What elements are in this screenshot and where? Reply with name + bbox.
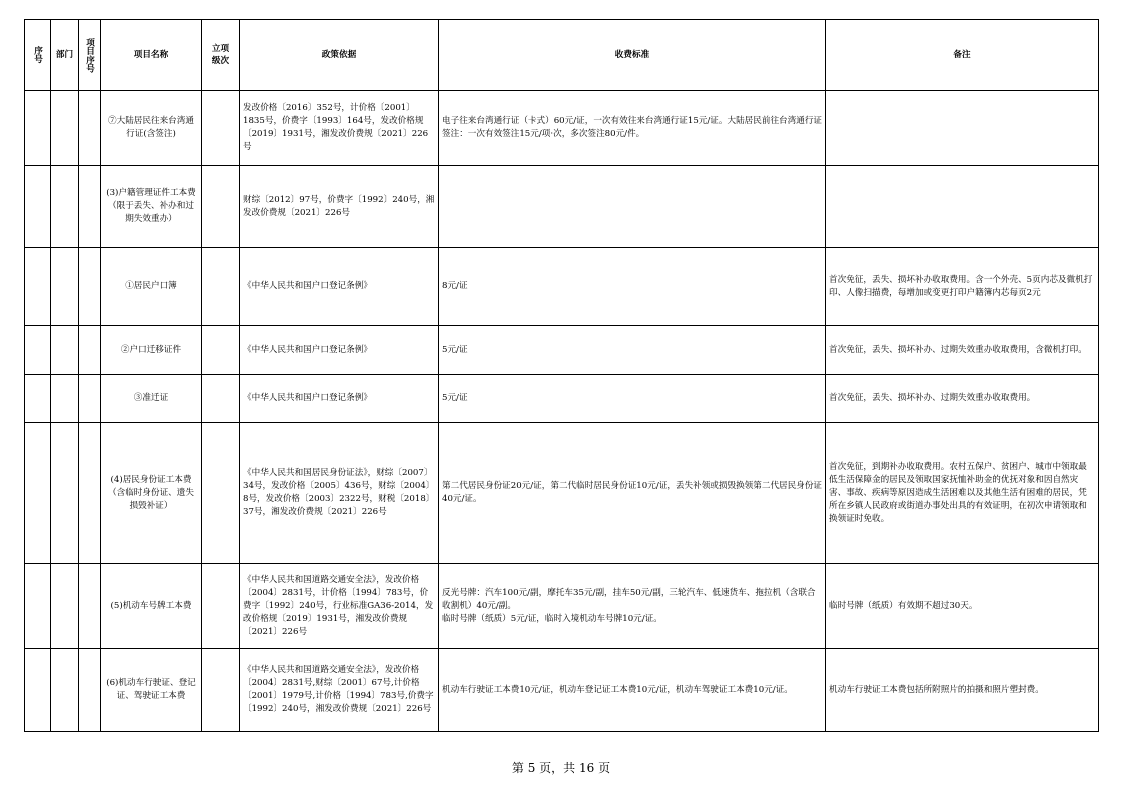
remark: 临时号牌（纸质）有效期不超过30天。 <box>826 564 1099 649</box>
remark: 机动车行驶证工本费包括所附照片的拍摄和照片塑封费。 <box>826 649 1099 732</box>
item-seq-cell <box>79 375 101 423</box>
level-cell <box>202 166 240 248</box>
policy-basis: 《中华人民共和国户口登记条例》 <box>240 326 439 375</box>
level-cell <box>202 375 240 423</box>
policy-basis: 《中华人民共和国户口登记条例》 <box>240 375 439 423</box>
level-cell <box>202 91 240 166</box>
dept-cell <box>51 326 79 375</box>
level-cell <box>202 564 240 649</box>
fee-standard: 5元/证 <box>439 326 826 375</box>
fee-standard: 5元/证 <box>439 375 826 423</box>
item-seq-cell <box>79 649 101 732</box>
dept-cell <box>51 166 79 248</box>
fee-standard: 8元/证 <box>439 248 826 326</box>
policy-basis: 《中华人民共和国户口登记条例》 <box>240 248 439 326</box>
remark: 首次免征，丢失、损坏补办收取费用。含一个外壳、5页内芯及微机打印、人像扫描费，每增加或变更打印户籍簿内芯每页2元 <box>826 248 1099 326</box>
remark <box>826 166 1099 248</box>
table-row <box>25 91 1099 166</box>
seq-cell <box>25 166 51 248</box>
project-name: ⑦大陆居民往来台湾通行证(含签注) <box>101 91 202 166</box>
item-seq-cell <box>79 326 101 375</box>
seq-cell <box>25 564 51 649</box>
project-name: ②户口迁移证件 <box>101 326 202 375</box>
dept-cell <box>51 649 79 732</box>
header-dept: 部门 <box>51 20 79 91</box>
remark <box>826 91 1099 166</box>
item-seq-cell <box>79 248 101 326</box>
item-seq-cell <box>79 166 101 248</box>
level-cell <box>202 649 240 732</box>
level-cell <box>202 248 240 326</box>
header-row <box>25 20 1099 91</box>
seq-cell <box>25 423 51 564</box>
table-row <box>25 326 1099 375</box>
table-row <box>25 248 1099 326</box>
fee-standard: 第二代居民身份证20元/证，第二代临时居民身份证10元/证，丢失补领或损毁换领第二代居民身份证40元/证。 <box>439 423 826 564</box>
project-name: (3)户籍管理证件工本费（限于丢失、补办和过期失效重办） <box>101 166 202 248</box>
project-name: ③准迁证 <box>101 375 202 423</box>
project-name: (4)居民身份证工本费（含临时身份证、遗失损毁补证） <box>101 423 202 564</box>
item-seq-cell <box>79 91 101 166</box>
remark: 首次免征，丢失、损坏补办、过期失效重办收取费用。 <box>826 375 1099 423</box>
policy-basis: 财综〔2012〕97号，价费字〔1992〕240号，湘发改价费规〔2021〕226号 <box>240 166 439 248</box>
table-row <box>25 649 1099 732</box>
header-fee: 收费标准 <box>439 20 826 91</box>
policy-basis: 《中华人民共和国居民身份证法》，财综〔2007〕34号，发改价格〔2005〕436号，财综〔2004〕8号，发改价格〔2003〕2322号，财税〔2018〕37号，湘发改价费规〔2021〕226号 <box>240 423 439 564</box>
table-row <box>25 423 1099 564</box>
policy-basis: 发改价格〔2016〕352号，计价格〔2001〕1835号，价费字〔1993〕164号，发改价格规〔2019〕1931号，湘发改价费规〔2021〕226号 <box>240 91 439 166</box>
header-seq: 序号 <box>25 20 51 91</box>
header-item-seq: 项目序号 <box>79 20 101 91</box>
seq-cell <box>25 326 51 375</box>
table-row <box>25 375 1099 423</box>
fee-standard: 电子往来台湾通行证（卡式）60元/证，一次有效往来台湾通行证15元/证。大陆居民前往台湾通行证签注：一次有效签注15元/项·次，多次签注80元/件。 <box>439 91 826 166</box>
table-row <box>25 564 1099 649</box>
level-cell <box>202 423 240 564</box>
project-name: ①居民户口簿 <box>101 248 202 326</box>
remark: 首次免征，到期补办收取费用。农村五保户、贫困户、城市中领取最低生活保障金的居民及领取国家抚恤补助金的优抚对象和因自然灾害、事故、疾病等原因造成生活困难以及其他生活有困难的居民，凭所在乡镇人民政府或街道办事处出具的有效证明，在初次申请领取和换领证时免收。 <box>826 423 1099 564</box>
seq-cell <box>25 248 51 326</box>
dept-cell <box>51 375 79 423</box>
seq-cell <box>25 375 51 423</box>
policy-basis: 《中华人民共和国道路交通安全法》，发改价格〔2004〕2831号,财综〔2001〕67号,计价格〔2001〕1979号,计价格〔1994〕783号,价费字〔1992〕240号，湘发改价费规〔2021〕226号 <box>240 649 439 732</box>
header-policy: 政策依据 <box>240 20 439 91</box>
project-name: (5)机动车号牌工本费 <box>101 564 202 649</box>
policy-basis: 《中华人民共和国道路交通安全法》，发改价格〔2004〕2831号，计价格〔1994〕783号，价费字〔1992〕240号，行业标准GA36-2014，发改价格规〔2019〕1931号，湘发改价费规〔2021〕226号 <box>240 564 439 649</box>
seq-cell <box>25 91 51 166</box>
header-note: 备注 <box>826 20 1099 91</box>
fee-standard: 反光号牌：汽车100元/副，摩托车35元/副，挂车50元/副，三轮汽车、低速货车、拖拉机（含联合收割机）40元/副。 临时号牌（纸质）5元/证，临时入境机动车号牌10元/证。 <box>439 564 826 649</box>
table-row <box>25 166 1099 248</box>
remark: 首次免征，丢失、损坏补办、过期失效重办收取费用，含微机打印。 <box>826 326 1099 375</box>
fee-standard: 机动车行驶证工本费10元/证，机动车登记证工本费10元/证，机动车驾驶证工本费10元/证。 <box>439 649 826 732</box>
fee-standard <box>439 166 826 248</box>
dept-cell <box>51 423 79 564</box>
header-name: 项目名称 <box>101 20 202 91</box>
project-name: (6)机动车行驶证、登记证、驾驶证工本费 <box>101 649 202 732</box>
dept-cell <box>51 564 79 649</box>
header-level: 立项级次 <box>202 20 240 91</box>
seq-cell <box>25 649 51 732</box>
level-cell <box>202 326 240 375</box>
page-footer: 第 5 页，共 16 页 <box>511 761 611 775</box>
fee-table <box>24 19 1099 732</box>
item-seq-cell <box>79 423 101 564</box>
item-seq-cell <box>79 564 101 649</box>
dept-cell <box>51 91 79 166</box>
dept-cell <box>51 248 79 326</box>
